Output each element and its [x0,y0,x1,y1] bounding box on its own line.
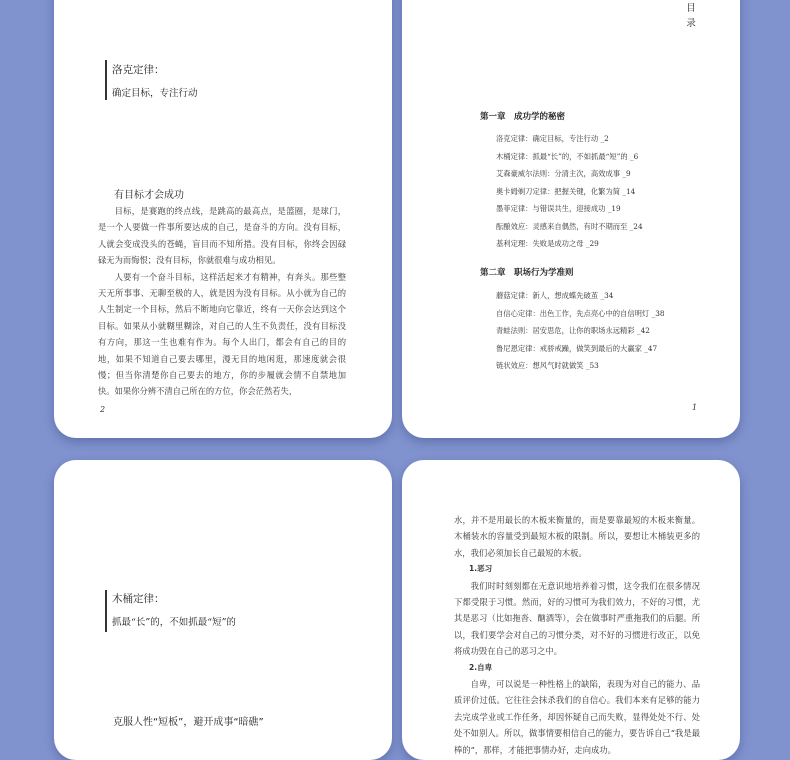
book-page-continuation [402,460,740,760]
law-subtitle: 确定目标，专注行动 [112,88,198,99]
paragraph: 自卑，可以说是一种性格上的缺陷，表现为对自己的能力、品质评价过低。它往往会抹杀我们的自信心。我们本来有足够的能力去完成学业或工作任务，却因怀疑自己而失败，显得处处不行、处处不如别人。所以，做事情要相信自己的能力，要告诉自己“我是最棒的”，那样，才能把事情办好，走向成功。 [454,679,700,755]
toc-list [496,134,643,257]
law-title: 木桶定律： [112,593,165,605]
toc-item[interactable]: 蘑菇定律：新人，想成蝶先破茧 _34 [496,291,614,300]
subheading: 2.自卑 [469,662,493,672]
toc-item[interactable]: 洛克定律：确定目标，专注行动 _2 [496,134,609,143]
toc-chapter-title: 第二章 职场行为学准则 [480,268,574,278]
toc-list [496,291,665,379]
toc-item[interactable]: 基利定理：失败是成功之母 _29 [496,239,599,248]
law-subtitle: 抓最“长”的，不如抓最“短”的 [112,617,236,628]
title-bar [105,590,107,632]
book-page-barrel-law [54,460,392,760]
toc-chapter-title: 第一章 成功学的秘密 [480,112,566,122]
toc-item[interactable]: 自信心定律：出色工作，先点亮心中的自信明灯 _38 [496,308,665,318]
body-text [98,203,346,400]
section-title: 有目标才会成功 [114,190,184,201]
toc-item[interactable]: 链状效应：想风气时就做笑 _53 [496,361,599,370]
toc-item[interactable]: 奥卡姆剃刀定律：把握关键，化繁为简 _14 [496,186,636,196]
toc-item[interactable]: 木桶定律：抓最“长”的，不如抓最“短”的 _6 [496,151,639,161]
paragraph: 目标，是赛跑的终点线，是跳高的最高点，是篮圈，是球门，是一个人要做一件事所要达成的自己，是奋斗的方向。没有目标，人就会变成没头的苍蝇，盲目而不知所措。没有目标，你终会因碌碌无为而悔恨；没有目标，你就很难与成功相见。 [98,206,346,266]
book-page-toc [402,0,740,438]
section-title: 克服人性“短板”，避开成事“暗礁” [113,717,264,728]
toc-heading-char: 录 [686,18,696,29]
toc-item[interactable]: 墨菲定律：与错误共生，迎接成功 _19 [496,204,621,213]
paragraph: 人要有一个奋斗目标，这样活起来才有精神，有奔头。那些整天无所事事、无聊至极的人，就是因为没有目标。从小就为自己的人生制定一个目标，然后不断地向它靠近，终有一天你会达到这个目标。如果从小就糊里糊涂，对自己的人生不负责任，没有目标没有方向，那这一生也难有作为。每个人出门，都会有自己的目的地，如果不知道自己要去哪里，漫无目的地闲逛，那速度就会很慢；但当你清楚你自己要去的地方，你的步履就会情不自禁地加快。如果你分辨不清自己所在的方位，你会茫然若失， [98,271,346,397]
toc-item[interactable]: 青蛙法则：居安思危，让你的职场永远精彩 _42 [496,326,650,335]
toc-item[interactable]: 酝酿效应：灵感来自偶然，有时不期而至 _24 [496,221,643,231]
body-text [454,512,700,758]
toc-item[interactable]: 鲁尼恩定律：戒骄戒躁，做笑到最后的大赢家 _47 [496,343,658,353]
paragraph: 我们时时刻刻都在无意识地培养着习惯，这令我们在很多情况下都受限于习惯。然而，好的习惯可为我们效力，不好的习惯，尤其是恶习（比如拖沓、酗酒等），会在做事时严重拖我们的后腿。所以，我们要学会对自己的习惯分类，对不好的习惯进行改正，以免将成功毁在自己的恶习之中。 [454,580,700,657]
toc-item[interactable]: 艾森豪威尔法则：分清主次，高效成事 _9 [496,169,631,178]
paragraph: 水，并不是用最长的木板来衡量的，而是要靠最短的木板来衡量。木桶装水的容量受到最短木板的限制。所以，要想让木桶装更多的水，我们必须加长自己最短的木板。 [454,515,700,558]
book-page-locke-law [54,0,392,438]
law-title: 洛克定律： [112,64,165,76]
subheading: 1.恶习 [469,564,493,574]
title-bar [105,60,107,100]
page-number: 2 [100,405,106,414]
page-number: 1 [692,403,698,412]
toc-heading-char: 目 [686,3,696,14]
